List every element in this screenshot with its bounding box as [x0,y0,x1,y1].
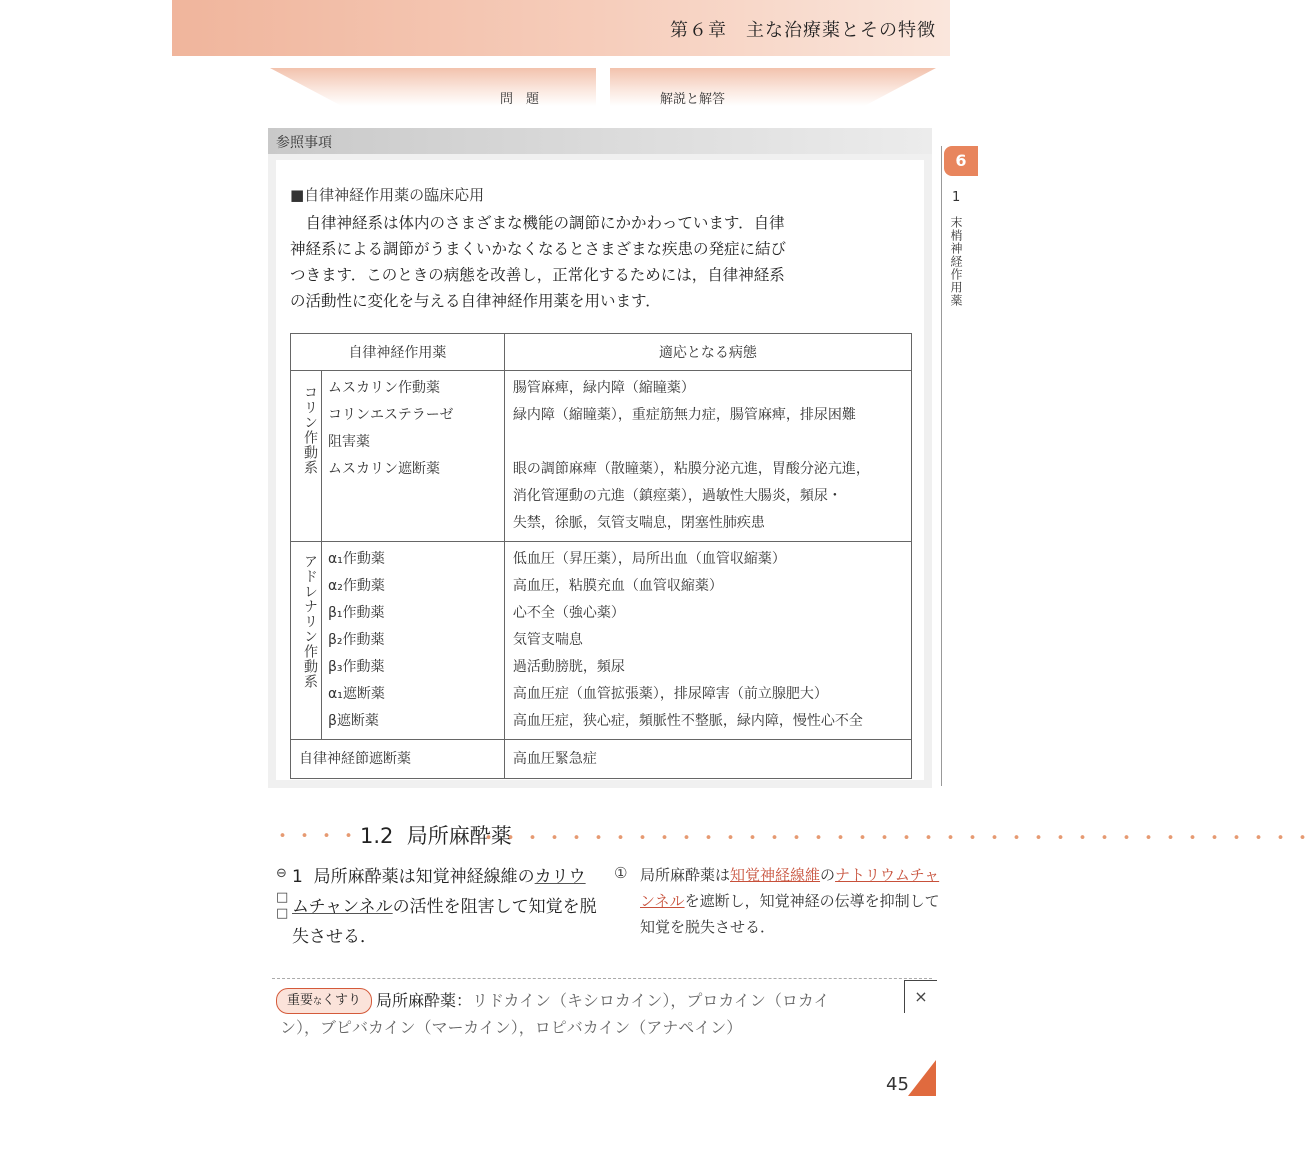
memo-line-1 [376,987,900,1015]
memo-drugs-1: リドカイン（キシロカイン），プロカイン（ロカイ [472,991,830,1010]
question-checkboxes[interactable] [276,866,288,922]
side-subsection-number: 1 [952,190,961,205]
table-row-cholinergic [291,371,912,542]
chapter-side-tab[interactable]: 6 [944,146,978,176]
indication: 高血圧，粘膜充血（血管収縮薬） [512,578,723,594]
drug-name: ムスカリン作動薬 [328,380,440,396]
tab-question-label[interactable]: 問 題 [500,92,540,107]
question-text-b: の活性を阻害して知覚を脱失させる． [292,897,597,947]
memo-drugs-2: ン），ブピバカイン（マーカイン），ロピバカイン（アナペイン） [280,1018,743,1037]
table-header-drug: 自律神経作用薬 [291,334,505,371]
indication: 気管支喘息 [512,632,583,648]
drug-name: β₂作動薬 [328,632,385,648]
chapter-title: 第６章 主な治療薬とその特徴 [670,20,936,41]
close-icon[interactable]: × [904,980,937,1013]
important-drug-badge [276,988,372,1014]
paragraph-line: 神経系による調節がうまくいかなくなるとさまざまな疾患の発症に結び [290,240,787,258]
section-leader-dots: ・・・・ [272,824,360,848]
side-divider [941,146,942,786]
table-row-ganglion [291,740,912,779]
badge-end: くすり [322,993,362,1008]
drug-name: β遮断薬 [328,713,379,729]
drug-name: α₁作動薬 [328,551,385,567]
reference-section-title: ■自律神経作用薬の臨床応用 [290,186,485,204]
ganglion-indication: 高血圧緊急症 [504,740,911,779]
indication: 過活動膀胱，頻尿 [512,659,625,675]
group-label-cell [291,371,322,542]
indication: 腸管麻痺，緑内障（縮瞳薬） [512,380,695,396]
indication: 失禁，徐脈，気管支喘息，閉塞性肺疾患 [512,515,765,531]
indication: 緑内障（縮瞳薬），重症筋無力症，腸管麻痺，排尿困難 [512,407,856,423]
memo-divider [272,978,932,979]
drug-name: α₁遮断薬 [328,686,385,702]
indication: 高血圧症（血管拡張薬），排尿障害（前立腺肥大） [512,686,828,702]
checkbox-icon[interactable]: □ [276,890,289,905]
reference-heading-bar [268,128,932,154]
adrenergic-indications [504,542,911,740]
drug-name: コリンエステラーゼ [328,407,454,423]
answer-highlight-2: ナトリウムチャンネル [640,866,940,910]
drug-name: ムスカリン遮断薬 [328,461,440,477]
page-corner-triangle [908,1060,936,1096]
drug-name: β₃作動薬 [328,659,385,675]
tab-answer-label[interactable]: 解説と解答 [660,92,726,107]
group-label-cell [291,542,322,740]
answer-text-b: の [820,866,836,884]
drug-table [290,333,912,779]
table-header-indication: 適応となる病態 [504,334,911,371]
section-title: 局所麻酔薬 [406,824,512,848]
group-label-adrenergic: アドレナリン作動系 [302,554,318,689]
indication: 消化管運動の亢進（鎮痙薬），過敏性大腸炎，頻尿・ [512,488,842,504]
answer-text [640,862,940,940]
answer-text-c: を遮断し，知覚神経の伝導を抑制して知覚を脱失させる． [640,892,940,936]
question-text [292,862,598,952]
paragraph-line: の活動性に変化を与える自律神経作用薬を用います． [290,292,661,310]
ganglion-drug: 自律神経節遮断薬 [291,740,505,779]
section-trailing-dots: ・・・・・・・・・・・・・・・・・・・・・・・・・・・・・・・・・・・・・・ [478,826,1314,850]
question-mark-icon[interactable]: ⊖ [276,866,287,881]
indication: 眼の調節麻痺（散瞳薬），粘膜分泌亢進，胃酸分泌亢進， [512,461,870,477]
paragraph-line: 自律神経系は体内のさまざまな機能の調節にかかわっています．自律 [290,214,785,232]
badge-small: な [312,997,322,1007]
paragraph-line: つきます．このときの病態を改善し，正常化するためには，自律神経系 [290,266,785,284]
checkbox-icon[interactable]: □ [276,906,289,921]
drug-name: β₁作動薬 [328,605,385,621]
reference-paragraph [290,210,902,314]
drug-name-spacer [328,483,498,537]
table-row-adrenergic [291,542,912,740]
indication: 高血圧症，狭心症，頻脈性不整脈，緑内障，慢性心不全 [512,713,863,729]
cholinergic-indications [504,371,911,542]
indication: 心不全（強心薬） [512,605,625,621]
badge-main: 重要 [286,993,313,1008]
memo-label: 局所麻酔薬： [376,991,473,1010]
reference-heading: 参照事項 [276,135,332,151]
answer-highlight-1: 知覚神経線維 [730,866,821,884]
section-heading [272,820,512,850]
group-label-cholinergic: コリン作動系 [302,385,318,475]
question-number: 1 [292,867,303,887]
indication-spacer [513,429,903,456]
drug-name: α₂作動薬 [328,578,385,594]
section-number: 1.2 [360,824,394,848]
tab-question-bg[interactable] [270,68,596,106]
answer-number: ① [614,864,628,882]
table-header-row [291,334,912,371]
question-underlined-term: カリウムチャンネル [292,867,586,917]
adrenergic-drugs [322,542,505,740]
page-number: 45 [886,1074,909,1095]
question-text-a: 局所麻酔薬は知覚神経線維の [313,867,535,887]
drug-name: 阻害薬 [328,434,370,450]
side-subsection-label: 末梢神経作用薬 [949,216,963,307]
cholinergic-drugs [322,371,505,542]
indication: 低血圧（昇圧薬），局所出血（血管収縮薬） [512,551,786,567]
answer-text-a: 局所麻酔薬は [640,866,731,884]
tab-answer-bg[interactable] [610,68,936,106]
